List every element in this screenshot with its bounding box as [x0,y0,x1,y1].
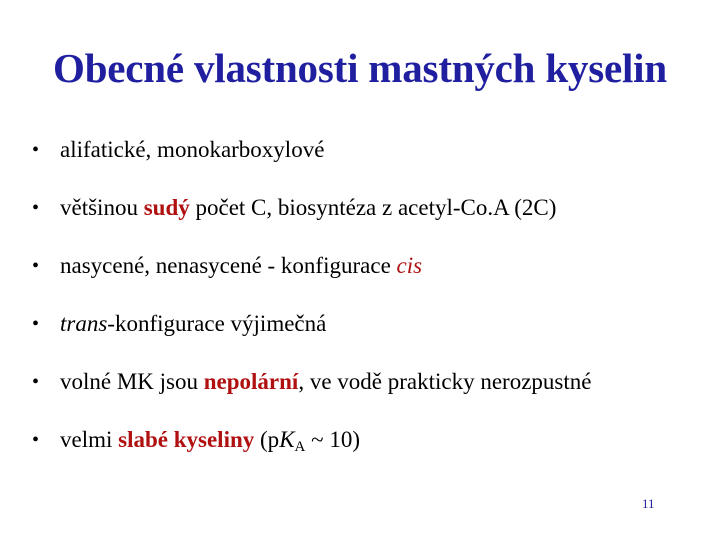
bullet-icon: • [32,313,40,335]
italic-text: trans [60,311,108,336]
slide-title: Obecné vlastnosti mastných kyselin [53,45,667,91]
bullet-icon: • [32,255,40,277]
highlight-text: nepolární [203,369,299,394]
highlight-text: cis [396,253,423,278]
bullet-item [32,133,591,191]
italic-text: K [279,427,295,452]
bullet-text: -konfigurace výjimečná [107,311,327,336]
bullet-text: velmi [60,427,119,452]
subscript-text: A [294,439,306,455]
bullet-text: ~ 10) [305,427,360,452]
bullet-text: volné MK jsou [60,369,204,394]
bullet-text: počet C, biosyntéza z acetyl-Co.A (2C) [189,195,557,220]
bullet-list [32,133,591,481]
bullet-icon: • [32,371,40,393]
bullet-text: , ve vodě prakticky nerozpustné [298,369,592,394]
bullet-item [32,307,591,365]
bullet-text: alifatické, monokarboxylové [60,137,325,162]
page-number: 11 [642,496,655,511]
highlight-text: slabé kyseliny [118,427,255,452]
bullet-text: (p [254,427,280,452]
bullet-item [32,249,591,307]
highlight-text: sudý [143,195,190,220]
bullet-icon: • [32,429,40,451]
bullet-icon: • [32,139,40,161]
bullet-icon: • [32,197,40,219]
bullet-text: většinou [60,195,144,220]
bullet-item [32,423,591,481]
bullet-item [32,365,591,423]
bullet-text: nasycené, nenasycené - konfigurace [60,253,397,278]
bullet-item [32,191,591,249]
